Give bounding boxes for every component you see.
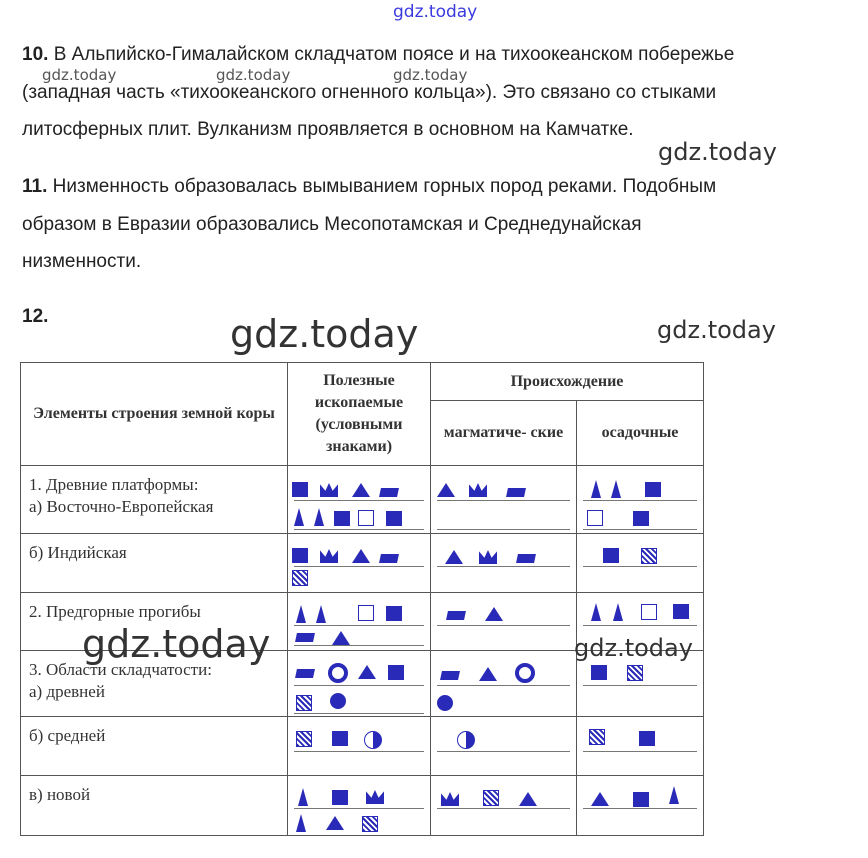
sedimentary-cell xyxy=(577,534,704,593)
crown-icon xyxy=(441,792,459,806)
rect-icon xyxy=(295,633,315,642)
watermark-medium: gdz.today xyxy=(657,316,776,344)
crown-icon xyxy=(320,549,338,563)
minerals-cell xyxy=(288,593,431,651)
rect-icon xyxy=(295,669,315,678)
cube-icon xyxy=(358,510,374,526)
cone-icon xyxy=(316,605,326,623)
header-sedimentary: осадочные xyxy=(577,401,704,466)
answer-number: 11. xyxy=(22,176,48,197)
watermark-small: gdz.today xyxy=(393,66,468,84)
minerals-cell xyxy=(288,534,431,593)
triangle-icon xyxy=(485,607,503,621)
table-row-label: в) новой xyxy=(21,776,288,836)
crown-icon xyxy=(479,550,497,564)
rect-icon xyxy=(440,671,460,680)
rock-square-icon xyxy=(633,511,649,526)
rock-square-icon xyxy=(388,665,404,680)
answer-10 xyxy=(22,36,852,149)
triangle-icon xyxy=(358,665,376,679)
watermark-medium: gdz.today xyxy=(574,634,693,662)
cone-icon xyxy=(298,788,308,806)
minerals-cell xyxy=(288,466,431,534)
cone-icon xyxy=(613,603,623,621)
rock-square-icon xyxy=(633,792,649,807)
cube-icon xyxy=(587,510,603,526)
triangle-icon xyxy=(352,549,370,563)
triangle-icon xyxy=(479,667,497,681)
magmatic-cell xyxy=(431,651,577,717)
sedimentary-cell xyxy=(577,717,704,776)
magmatic-cell xyxy=(431,776,577,836)
table-row-label: б) Индийская xyxy=(21,534,288,593)
rock-square-icon xyxy=(386,606,402,621)
answer-text: В Альпийско-Гималайском складчатом поясе и на тихоокеанском побережье xyxy=(53,44,735,65)
hatched-square-icon xyxy=(641,548,657,564)
crown-icon xyxy=(469,483,487,497)
cone-icon xyxy=(314,508,324,526)
hatched-square-icon xyxy=(292,570,308,586)
hatched-square-icon xyxy=(296,731,312,747)
hatched-square-icon xyxy=(483,790,499,806)
table-row-label: б) средней xyxy=(21,717,288,776)
cone-icon xyxy=(611,480,621,498)
triangle-icon xyxy=(519,792,537,806)
ring-icon xyxy=(328,663,348,683)
rect-icon xyxy=(379,488,399,497)
answer-text: литосферных плит. Вулканизм проявляется в основном на Камчатке. xyxy=(22,119,634,140)
hatched-square-icon xyxy=(296,695,312,711)
answer-text: образом в Евразии образовались Месопотамская и Среднедунайская xyxy=(22,213,642,235)
header-minerals: Полезные ископаемые (условными знаками) xyxy=(288,363,431,466)
watermark-small: gdz.today xyxy=(216,66,291,84)
cone-icon xyxy=(669,786,679,804)
minerals-cell xyxy=(288,717,431,776)
hatched-square-icon xyxy=(627,665,643,681)
half-circle-icon xyxy=(364,731,382,749)
rock-square-icon xyxy=(334,511,350,526)
triangle-icon xyxy=(591,792,609,806)
crown-icon xyxy=(366,790,384,804)
answer-text: низменности. xyxy=(22,251,142,272)
magmatic-cell xyxy=(431,466,577,534)
rect-icon xyxy=(516,554,536,563)
rock-square-icon xyxy=(673,604,689,619)
answer-11 xyxy=(22,168,852,281)
magmatic-cell xyxy=(431,534,577,593)
cone-icon xyxy=(591,603,601,621)
cone-icon xyxy=(294,508,304,526)
rock-square-icon xyxy=(332,790,348,805)
rock-square-icon xyxy=(645,482,661,497)
table-row-label: 2. Предгорные прогибы xyxy=(21,593,288,651)
rock-square-icon xyxy=(639,731,655,746)
earth-crust-table xyxy=(20,362,704,836)
triangle-icon xyxy=(326,816,344,830)
triangle-icon xyxy=(437,483,455,497)
watermark-medium: gdz.today xyxy=(658,138,777,166)
cube-icon xyxy=(358,605,374,621)
watermark-small: gdz.today xyxy=(42,66,117,84)
circle-icon xyxy=(330,693,346,709)
crown-icon xyxy=(320,483,338,497)
rock-square-icon xyxy=(292,482,308,497)
sedimentary-cell xyxy=(577,776,704,836)
header-origin: Происхождение xyxy=(431,363,704,401)
minerals-cell xyxy=(288,651,431,717)
triangle-icon xyxy=(352,483,370,497)
answer-number: 12. xyxy=(22,306,49,327)
cone-icon xyxy=(296,605,306,623)
triangle-icon xyxy=(445,550,463,564)
rect-icon xyxy=(446,611,466,620)
rock-square-icon xyxy=(332,731,348,746)
watermark-large: gdz.today xyxy=(82,622,271,666)
rock-square-icon xyxy=(386,511,402,526)
cone-icon xyxy=(296,814,306,832)
rock-square-icon xyxy=(603,548,619,563)
half-circle-icon xyxy=(457,731,475,749)
magmatic-cell xyxy=(431,593,577,651)
sedimentary-cell xyxy=(577,466,704,534)
answer-number: 10. xyxy=(22,44,49,65)
watermark-large: gdz.today xyxy=(230,312,419,356)
minerals-cell xyxy=(288,776,431,836)
header-magmatic: магматиче- ские xyxy=(431,401,577,466)
table-row-label: 1. Древние платформы: а) Восточно-Европейская xyxy=(21,466,288,534)
watermark-top: gdz.today xyxy=(393,2,478,22)
answer-text: (западная часть «тихоокеанского огненного кольца»). Это связано со стыками xyxy=(22,81,717,103)
table-row-label: 3. Области складчатости: а) древней xyxy=(21,651,288,717)
rect-icon xyxy=(379,554,399,563)
triangle-icon xyxy=(332,631,350,645)
rock-square-icon xyxy=(292,548,308,563)
answer-text: Низменность образовалась вымыванием горных пород реками. Подобным xyxy=(52,176,717,197)
cone-icon xyxy=(591,480,601,498)
rock-square-icon xyxy=(591,665,607,680)
cube-icon xyxy=(641,604,657,620)
ring-icon xyxy=(515,663,535,683)
rect-icon xyxy=(506,488,526,497)
hatched-square-icon xyxy=(589,729,605,745)
circle-icon xyxy=(437,695,453,711)
magmatic-cell xyxy=(431,717,577,776)
hatched-square-icon xyxy=(362,816,378,832)
header-elements: Элементы строения земной коры xyxy=(21,363,288,466)
